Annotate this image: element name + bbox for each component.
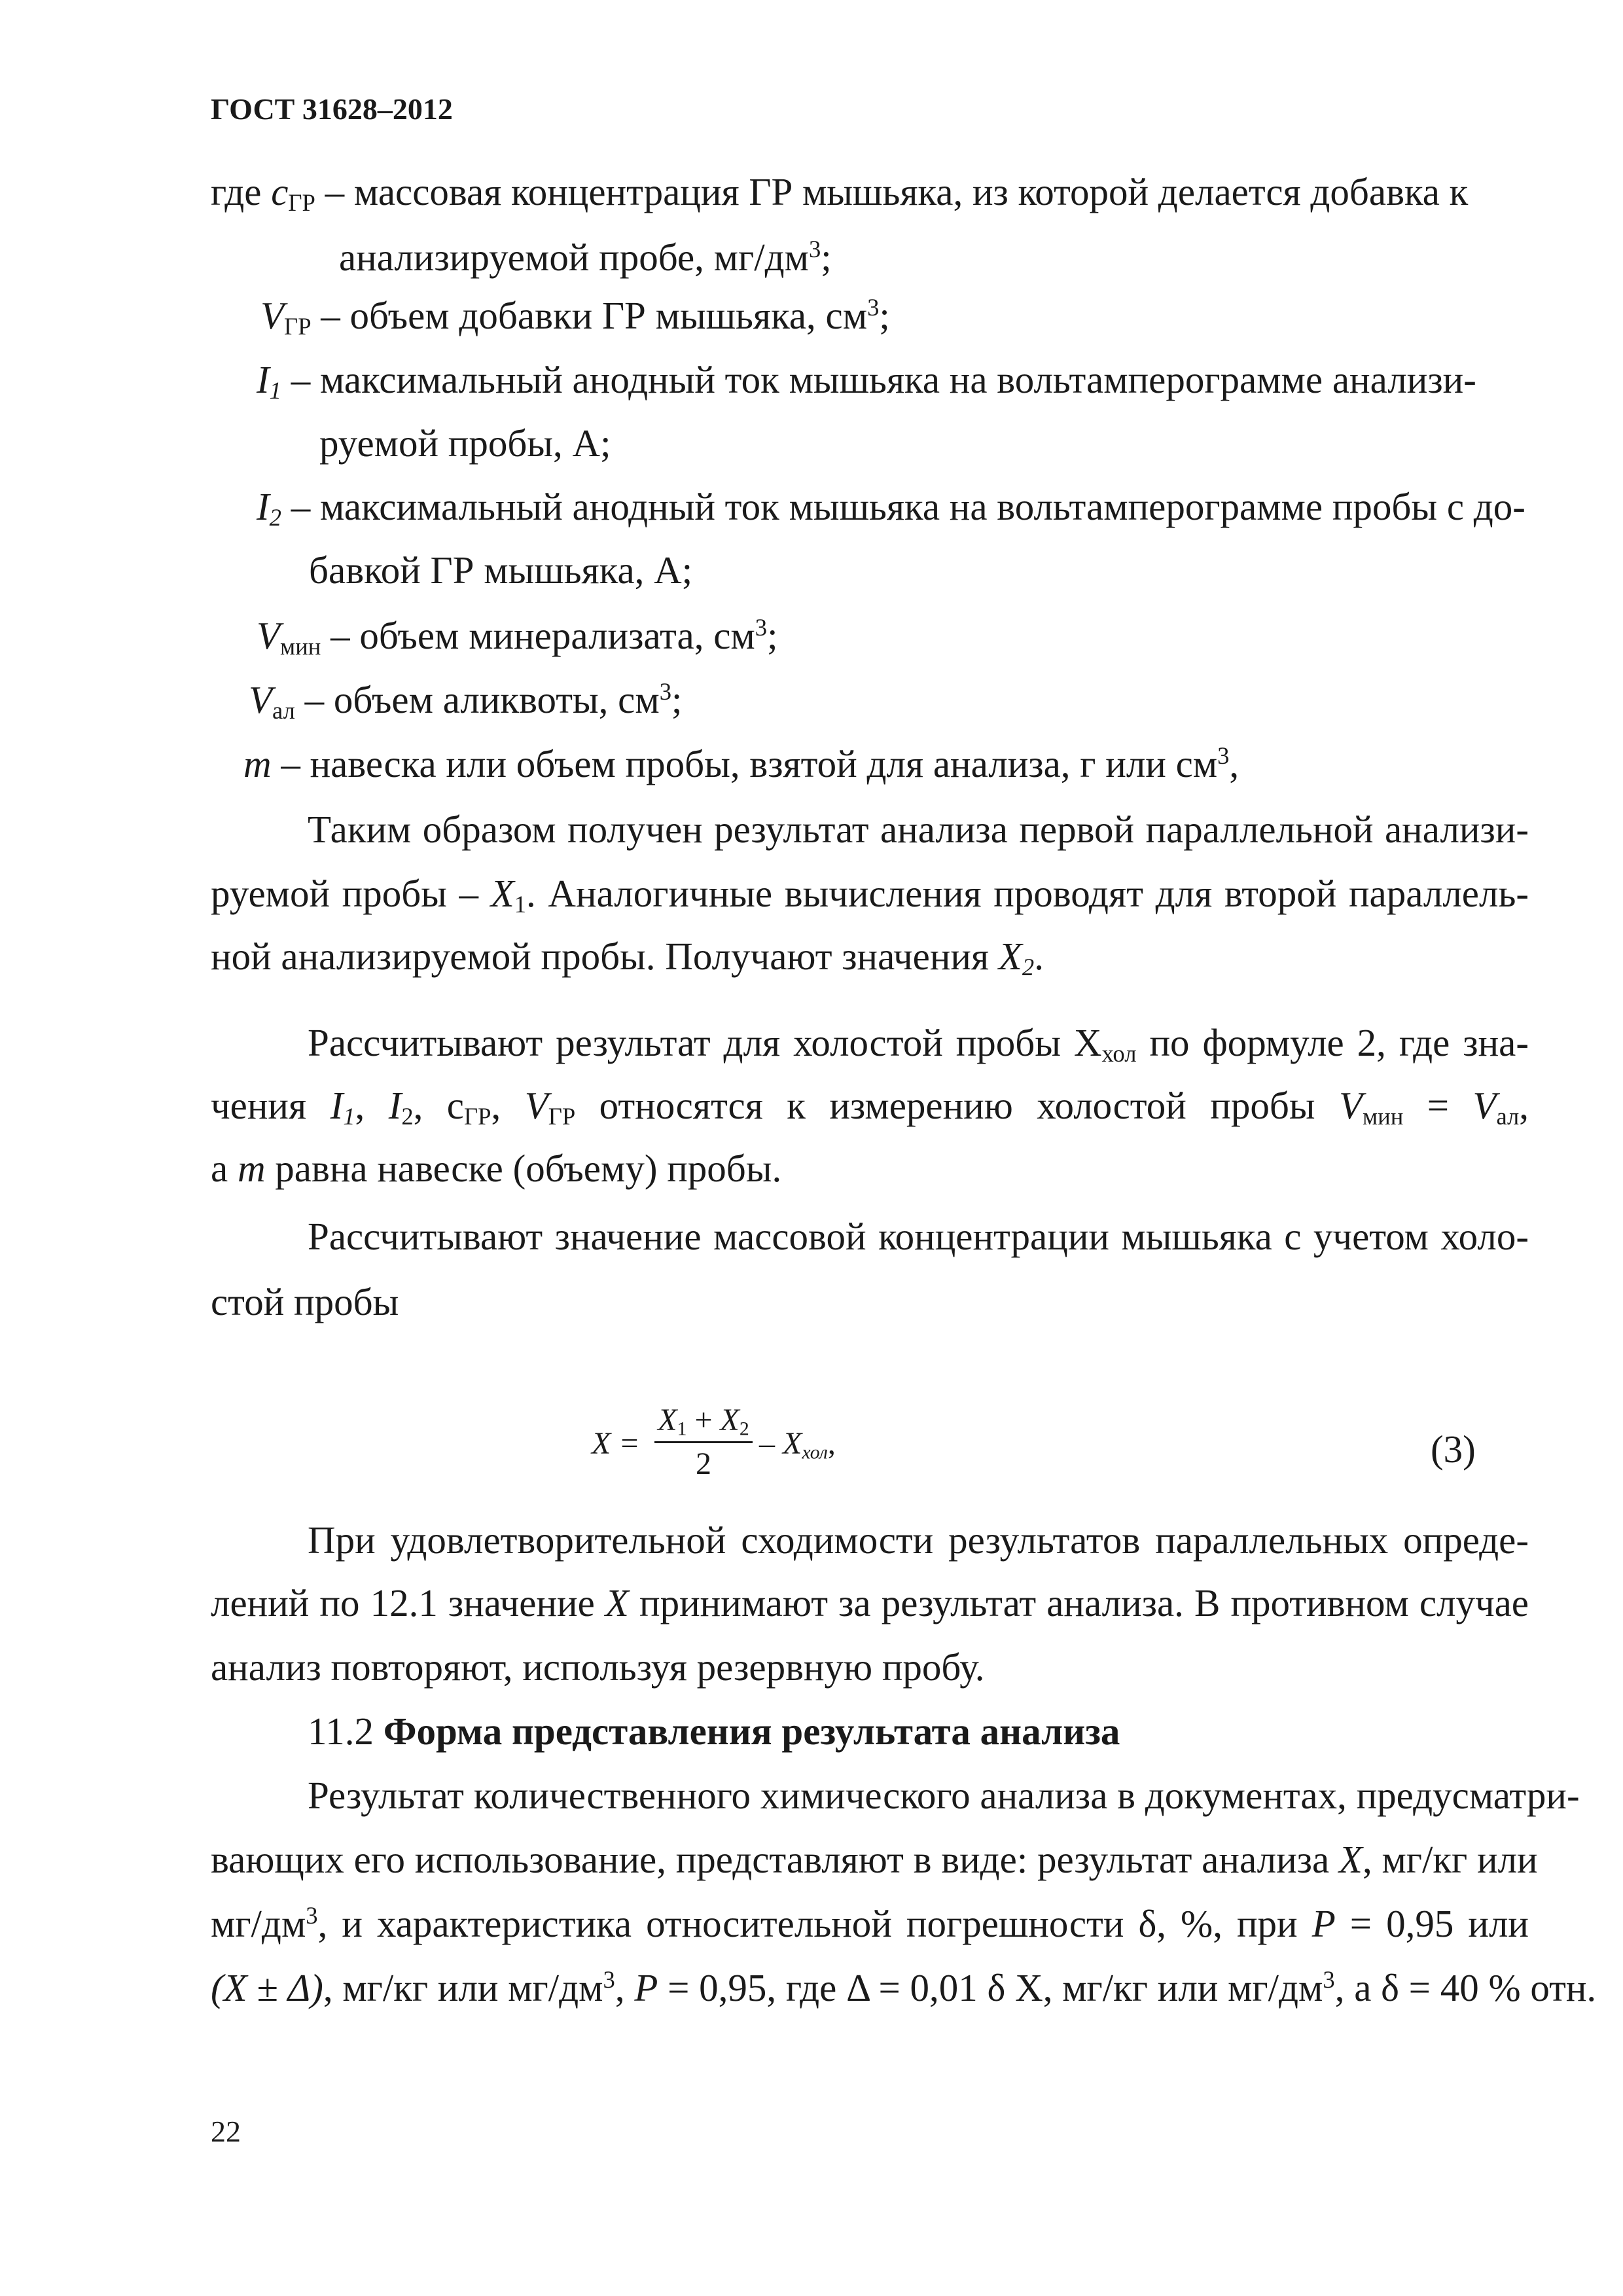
equation-number: (3) [1431, 1427, 1476, 1471]
paragraph-3-line-1: Рассчитывают значение массовой концентрации мышьяка с учетом холо- [308, 1215, 1529, 1258]
paragraph-1-line-2: руемой пробы – $X_1$. Аналогичные вычисления проводят для второй параллель- [211, 872, 1529, 918]
def-c-gr-continued: анализируемой пробе, $мг/дм^3$; [339, 235, 832, 279]
paragraph-5-line-3: $мг/дм^3$, и характеристика относительной погрешности δ, %, при P = 0,95 или [211, 1901, 1529, 1945]
formula-lhs: X = [592, 1426, 640, 1461]
def-m: m – навеска или объем пробы, взятой для анализа, г или $см^3$, [243, 742, 1240, 785]
paragraph-4-line-2: лений по 12.1 значение X принимают за результат анализа. В противном случае [211, 1581, 1529, 1624]
paragraph-5-line-1: Результат количественного химического анализа в документах, предусматри- [308, 1774, 1580, 1817]
def-i1-continued: руемой пробы, А; [319, 422, 611, 465]
formula-fraction [654, 1401, 753, 1484]
def-v-min: $V_{мин}$ – объем минерализата, $см^3$; [257, 613, 778, 660]
def-i2: $I_2$ – максимальный анодный ток мышьяка на вольтамперограмме пробы с до- [257, 485, 1525, 531]
paragraph-4-line-1: При удовлетворительной сходимости результатов параллельных опреде- [308, 1518, 1529, 1562]
formula-denominator: 2 [696, 1446, 711, 1481]
paragraph-4-line-3: анализ повторяют, используя резервную пробу. [211, 1645, 985, 1689]
formula-numerator: $X_1 + X_2$ [658, 1403, 749, 1440]
formula-rhs: – $X_{хол}$, [759, 1426, 836, 1463]
def-i2-continued: бавкой ГР мышьяка, А; [309, 548, 693, 592]
paragraph-5-line-2: вающих его использование, представляют в виде: результат анализа X, мг/кг или [211, 1838, 1538, 1881]
section-heading: 11.2 Форма представления результата анализа [308, 1710, 1120, 1753]
def-i1: $I_1$ – максимальный анодный ток мышьяка на вольтамперограмме анализи- [257, 358, 1476, 404]
fraction-bar [654, 1441, 753, 1443]
paragraph-3-line-2: стой пробы [211, 1280, 399, 1323]
page-number: 22 [211, 2115, 241, 2148]
document-code-header: ГОСТ 31628–2012 [211, 92, 453, 126]
def-c-gr: где $c_{ГР}$ – массовая концентрация ГР мышьяка, из которой делается добавка к [211, 170, 1469, 217]
paragraph-1-line-3: ной анализируемой пробы. Получают значения $X_2$. [211, 935, 1044, 981]
paragraph-2-line-1: Рассчитывают результат для холостой пробы $Х_{хол}$ по формуле 2, где зна- [308, 1021, 1529, 1067]
formula-3 [0, 1401, 1623, 1492]
paragraph-2-line-3: а m равна навеске (объему) пробы. [211, 1147, 782, 1190]
def-v-al: $V_{ал}$ – объем аликвоты, $см^3$; [249, 677, 683, 725]
paragraph-1-line-1: Таким образом получен результат анализа первой параллельной анализи- [308, 808, 1529, 851]
paragraph-2-line-2: чения $I_1$, $I_2$, $с_{ГР}$, $V_{ГР}$ относятся к измерению холостой пробы $V_{мин} = V_{ал}$, [211, 1084, 1529, 1130]
paragraph-5-line-4: (X ± Δ), мг/кг или $мг/дм^3$, P = 0,95, где Δ = 0,01 δ Х, мг/кг или $мг/дм^3$, а δ = 40 % отн. [211, 1965, 1597, 2009]
def-v-gr: $V_{ГР}$ – объем добавки ГР мышьяка, $см^3$; [260, 293, 890, 340]
